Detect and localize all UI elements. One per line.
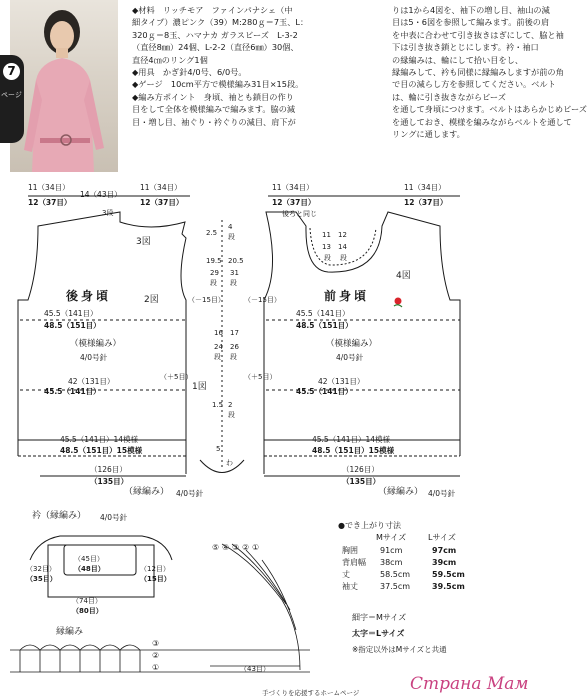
collar-count: （15目） [140, 575, 171, 583]
front-top-width-m: 11（34目） [272, 183, 314, 192]
dim-value: 16 [214, 329, 223, 337]
back-chain-m: 45.5（141目）14模様 [60, 435, 139, 444]
dim-value: 31 [230, 269, 239, 277]
dim-value: 段 [230, 279, 237, 287]
fig-1-label: 1図 [192, 382, 207, 392]
fig-4-label: 4図 [396, 271, 411, 281]
dim-value: 段 [228, 411, 235, 419]
size-row-label: 袖丈 [342, 582, 358, 591]
sizes-header-m: Mサイズ [376, 533, 407, 542]
back-width-m: 45.5（141目） [44, 309, 98, 318]
front-hem-l: （135目） [342, 477, 381, 486]
size-row-l: 59.5cm [432, 570, 465, 579]
back-hem-m: （126目） [90, 465, 127, 474]
front-same-as-back: 後ろと同じ [282, 210, 317, 218]
sizes-header-l: Lサイズ [428, 533, 456, 542]
text-line: （直径8㎜）24個、L-2-2（直径6㎜）30個、 [132, 42, 299, 53]
front-width-m: 45.5（141目） [296, 309, 350, 318]
front-decrease-note: （－15目） [244, 296, 281, 304]
back-neck-width: 14（43目） [80, 190, 122, 199]
size-row-l: 39cm [432, 558, 457, 567]
dim-value: 17 [230, 329, 239, 337]
edging-title: 縁編み [56, 627, 84, 637]
text-line: を通して身頃につけます。ベルトはあらかじめビーズ [392, 104, 587, 115]
dim-value: 段 [230, 353, 237, 361]
front-increase-note: （＋5目） [244, 373, 277, 381]
dim-value: わ [226, 459, 233, 467]
motif-mark: ⑤ [212, 543, 220, 552]
motif-mark: ④ [222, 543, 230, 552]
back-width-l: 48.5（151目） [44, 321, 101, 330]
text-line: 縁編みして、衿も同様に縁編みしますが前の角 [392, 67, 564, 78]
back-decrease-note: （－15目） [188, 296, 225, 304]
front-hem-needle: 4/0号針 [428, 489, 456, 498]
back-pattern-label: （模様編み） [70, 339, 122, 349]
sizes-title: ●でき上がり寸法 [338, 521, 401, 530]
fig-2-label: 2図 [144, 295, 159, 305]
page-tab-label: ページ [1, 91, 22, 99]
dim-value: 20.5 [228, 257, 244, 265]
back-shoulder-rows: 3段 [102, 209, 114, 217]
front-bottom-m2: 45.5（141目） [296, 387, 353, 396]
front-hem-m: （126目） [342, 465, 379, 474]
dim-value: 19.5 [206, 257, 222, 265]
back-bottom-m: 42（131目） [68, 377, 115, 386]
size-row-m: 38cm [380, 558, 403, 567]
note-bold: 太字＝Lサイズ [352, 629, 405, 638]
dim-value: 1.5 [212, 401, 224, 409]
text-line: 目・増し目、袖ぐり・衿ぐりの減目、肩下が [132, 116, 296, 127]
back-top-width-m: 11（34目） [28, 183, 70, 192]
text-line: 320ｇ＝8玉、ハマナカ ガラスビーズ L-3-2 [132, 29, 298, 40]
front-pattern-label: （模様編み） [326, 339, 378, 349]
neck-rows: 13 [322, 243, 331, 251]
size-row-label: 背肩幅 [342, 558, 366, 567]
text-line: ◆材料 リッチモア ファインパナシェ（中 [132, 5, 293, 15]
size-row-l: 97cm [432, 546, 457, 555]
collar-count: （12目） [140, 565, 170, 573]
size-row-label: 丈 [342, 570, 350, 579]
text-line: を通しておき、模様を編みながらベルトを通して [392, 116, 572, 127]
back-panel-label: 後身頃 [66, 289, 112, 303]
text-line: は、輪に引き抜きながらビーズ [392, 91, 506, 102]
note-thin: 細字＝Mサイズ [352, 613, 407, 622]
collar-count: （80目） [72, 607, 103, 615]
text-line: 目は5・6図を参照して編みます。前後の肩 [392, 17, 550, 28]
dim-value: 4 [228, 223, 233, 231]
watermark-logo: Страна Мам [410, 674, 529, 694]
text-line: 直径4㎝のリング1個 [132, 54, 208, 65]
text-line: りは1から4図を、袖下の増し目、袖山の減 [392, 5, 550, 15]
footer-text: 手づくりを応援するホームページ [262, 689, 360, 697]
dim-value: 2.5 [206, 229, 218, 237]
back-top-width-l-right: 12（37目） [140, 198, 184, 207]
front-needle: 4/0号針 [336, 353, 364, 362]
back-top-width-m-right: 11（34目） [140, 183, 182, 192]
text-line: を中表に合わせて引き抜きはぎにして、脇と袖 [392, 29, 564, 40]
front-bottom-m: 42（131目） [318, 377, 365, 386]
front-top-width-l-right: 12（37目） [404, 198, 448, 207]
front-panel-label: 前身頃 [324, 289, 370, 303]
text-line: で目の減らし方を参照してください。ベルト [392, 79, 556, 90]
dim-value: 段 [214, 353, 221, 361]
text-line: リングに通します。 [392, 129, 465, 140]
collar-count: （74目） [72, 597, 102, 605]
motif-mark: ② [242, 543, 250, 552]
size-row-label: 胸囲 [342, 546, 358, 555]
back-needle: 4/0号針 [80, 353, 108, 362]
rose-icon [394, 298, 402, 308]
front-chain-l: 48.5（151目）15模様 [312, 446, 395, 455]
text-line: ◆用具 かぎ針4/0号、6/0号。 [132, 67, 247, 78]
dim-value: 2 [228, 401, 233, 409]
back-top-width-l: 12（37目） [28, 198, 72, 207]
edging-mark: ③ [152, 639, 160, 648]
collar-count: （45目） [74, 555, 104, 563]
back-bottom-m2: 45.5（141目） [44, 387, 101, 396]
page-number-badge: 7 [3, 63, 20, 80]
dim-value: 段 [228, 233, 235, 241]
note-common: ※指定以外はMサイズと共通 [352, 645, 447, 654]
size-row-m: 91cm [380, 546, 403, 555]
front-hem-label: （縁編み） [378, 487, 424, 497]
fig-3-label: 3図 [136, 237, 151, 247]
back-increase-note: （＋5目） [160, 373, 193, 381]
motif-mark: ① [252, 543, 260, 552]
collar-count: （32目） [26, 565, 56, 573]
neck-rows: 段 [340, 254, 347, 262]
front-top-width-l: 12（37目） [272, 198, 316, 207]
front-top-width-m-right: 11（34目） [404, 183, 446, 192]
front-chain-m: 45.5（141目）14模様 [312, 435, 391, 444]
size-row-l: 39.5cm [432, 582, 465, 591]
text-line: 細タイプ）濃ピンク（39）M:280ｇ＝7玉、L： [132, 17, 309, 28]
text-line: ◆ゲージ 10cm平方で模様編み31目×15段。 [132, 79, 304, 90]
size-row-m: 37.5cm [380, 582, 411, 591]
dim-value: 5 [216, 445, 221, 453]
motif-mark: ③ [232, 543, 240, 552]
dim-value: 24 [214, 343, 223, 351]
size-row-m: 58.5cm [380, 570, 411, 579]
dim-value: 26 [230, 343, 239, 351]
text-line: 目をして全体を模様編みで編みます。脇の減 [132, 104, 296, 115]
neck-rows: 12 [338, 231, 347, 239]
back-hem-l: （135目） [90, 477, 129, 486]
back-hem-label: （縁編み） [124, 487, 170, 497]
text-line: 下は引き抜き鎖とじにします。衿・袖口 [392, 42, 539, 53]
edging-mark: ① [152, 663, 160, 672]
back-chain-l: 48.5（151目）15模様 [60, 446, 143, 455]
neck-rows: 14 [338, 243, 347, 251]
dim-value: 段 [210, 279, 217, 287]
collar-title: 衿（縁編み） [32, 511, 87, 521]
dim-value: 29 [210, 269, 219, 277]
neck-rows: 11 [322, 231, 331, 239]
edging-mark: ② [152, 651, 160, 660]
collar-count: （35目） [26, 575, 57, 583]
back-hem-needle: 4/0号針 [176, 489, 204, 498]
motif-count: （43目） [240, 665, 270, 673]
front-panel-outline [264, 212, 460, 440]
collar-needle: 4/0号針 [100, 513, 128, 522]
front-width-l: 48.5（151目） [296, 321, 353, 330]
text-line: の縁編みは、輪にして拾い目をし、 [392, 54, 524, 65]
text-line: ◆編み方ポイント 身頃、袖とも鎖目の作り [132, 91, 294, 102]
neck-rows: 段 [324, 254, 331, 262]
collar-count: （48目） [74, 565, 105, 573]
